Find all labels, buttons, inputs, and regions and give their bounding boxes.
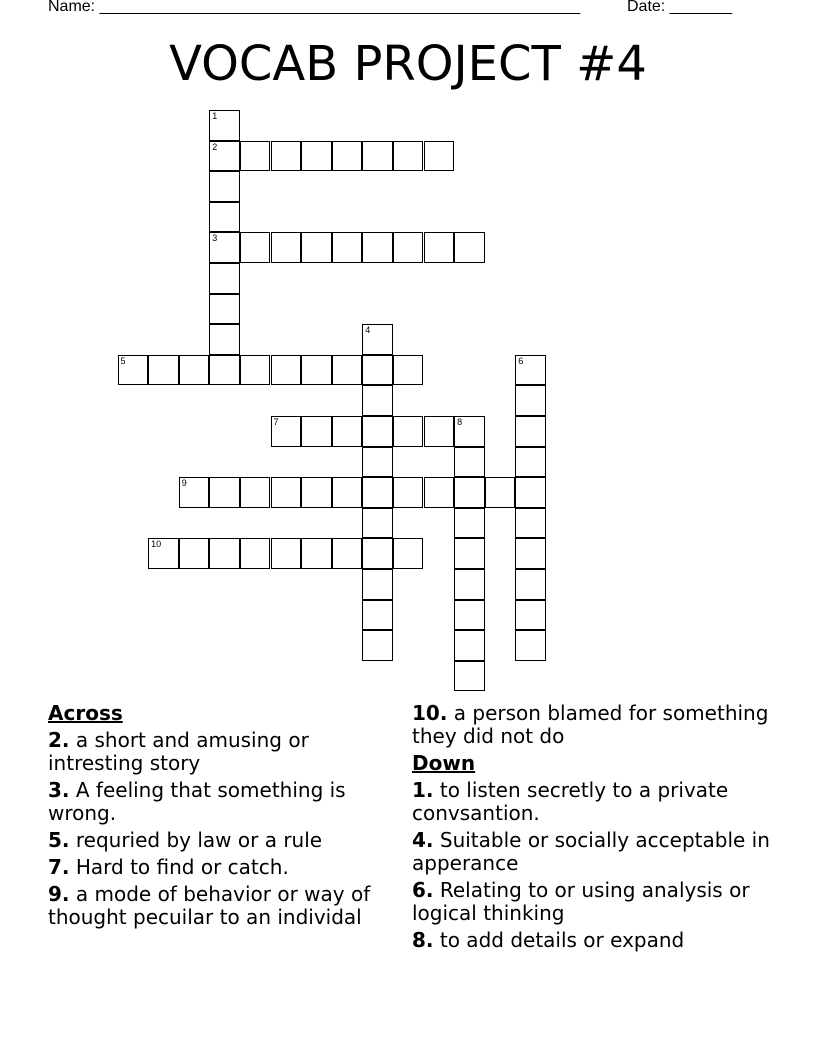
crossword-cell[interactable] — [271, 416, 302, 447]
crossword-cell[interactable] — [209, 263, 240, 294]
clue-text: Relating to or using analysis or logical thinking — [412, 878, 750, 925]
crossword-cell[interactable] — [362, 141, 393, 172]
crossword-cell[interactable] — [362, 355, 393, 386]
crossword-cell[interactable] — [301, 416, 332, 447]
cell-number: 4 — [365, 325, 371, 336]
crossword-cell[interactable] — [515, 508, 546, 539]
crossword-cell[interactable] — [362, 416, 393, 447]
crossword-cell[interactable] — [454, 477, 485, 508]
crossword-cell[interactable] — [515, 630, 546, 661]
clue-number: 4. — [412, 828, 434, 852]
clue-across-10 — [412, 702, 782, 748]
clue-number: 5. — [48, 828, 70, 852]
crossword-cell[interactable] — [209, 538, 240, 569]
crossword-cell[interactable] — [454, 416, 485, 447]
crossword-cell[interactable] — [332, 141, 363, 172]
crossword-cell[interactable] — [424, 477, 455, 508]
clue-text: to add details or expand — [439, 928, 685, 952]
crossword-cell[interactable] — [240, 355, 271, 386]
crossword-cell[interactable] — [454, 661, 485, 692]
crossword-cell[interactable] — [301, 477, 332, 508]
clue-number: 8. — [412, 928, 434, 952]
crossword-cell[interactable] — [362, 508, 393, 539]
crossword-cell[interactable] — [454, 569, 485, 600]
clue-across-5 — [48, 829, 383, 852]
date-field-label: Date: _______ — [627, 0, 732, 15]
clues-column-right — [412, 702, 782, 956]
crossword-cell[interactable] — [209, 141, 240, 172]
crossword-cell[interactable] — [362, 447, 393, 478]
crossword-cell[interactable] — [362, 569, 393, 600]
crossword-cell[interactable] — [362, 477, 393, 508]
cell-number: 8 — [457, 417, 463, 427]
crossword-cell[interactable] — [240, 141, 271, 172]
crossword-cell[interactable] — [271, 477, 302, 508]
clue-down-6 — [412, 879, 782, 925]
crossword-cell[interactable] — [179, 477, 210, 508]
clue-text: a mode of behavior or way of thought pecuilar to an individal — [48, 882, 371, 929]
crossword-cell[interactable] — [240, 538, 271, 569]
clue-across-3 — [48, 779, 383, 825]
crossword-cell[interactable] — [454, 447, 485, 478]
clue-number: 3. — [48, 778, 70, 802]
clue-text: to listen secretly to a private convsantion. — [412, 778, 729, 825]
crossword-cell[interactable] — [454, 232, 485, 263]
clue-text: a person blamed for something they did not do — [412, 701, 769, 748]
crossword-cell[interactable] — [424, 416, 455, 447]
crossword-cell[interactable] — [515, 569, 546, 600]
cell-number: 10 — [151, 539, 162, 550]
clue-number: 2. — [48, 728, 70, 752]
crossword-cell[interactable] — [118, 355, 149, 386]
clue-number: 6. — [412, 878, 434, 902]
cell-number: 7 — [273, 417, 279, 427]
cell-number: 5 — [120, 355, 126, 366]
cell-number: 3 — [212, 233, 218, 244]
crossword-cell[interactable] — [393, 538, 424, 569]
clue-across-9 — [48, 883, 383, 929]
crossword-cell[interactable] — [209, 294, 240, 325]
crossword-cell[interactable] — [179, 355, 210, 386]
cell-number: 1 — [212, 111, 218, 121]
clue-down-8 — [412, 929, 782, 952]
crossword-cell[interactable] — [209, 171, 240, 202]
crossword-cell[interactable] — [454, 630, 485, 661]
crossword-cell[interactable] — [209, 355, 240, 386]
crossword-cell[interactable] — [240, 232, 271, 263]
crossword-cell[interactable] — [362, 232, 393, 263]
down-heading: Down — [412, 751, 476, 775]
crossword-cell[interactable] — [240, 477, 271, 508]
cell-number: 9 — [181, 478, 187, 489]
clue-number: 7. — [48, 855, 70, 879]
clues-column-left — [48, 702, 383, 933]
crossword-cell[interactable] — [271, 141, 302, 172]
crossword-cell[interactable] — [515, 538, 546, 569]
crossword-cell[interactable] — [209, 110, 240, 141]
crossword-cell[interactable] — [148, 538, 179, 569]
crossword-cell[interactable] — [393, 477, 424, 508]
crossword-cell[interactable] — [515, 385, 546, 416]
crossword-cell[interactable] — [515, 447, 546, 478]
crossword-cell[interactable] — [424, 141, 455, 172]
page-title: VOCAB PROJECT #4 — [169, 36, 647, 92]
crossword-cell[interactable] — [271, 232, 302, 263]
crossword-cell[interactable] — [515, 600, 546, 631]
crossword-cell[interactable] — [454, 600, 485, 631]
crossword-cell[interactable] — [271, 355, 302, 386]
crossword-cell[interactable] — [393, 141, 424, 172]
clue-text: a short and amusing or intresting story — [48, 728, 309, 775]
crossword-cell[interactable] — [424, 232, 455, 263]
crossword-cell[interactable] — [362, 630, 393, 661]
crossword-cell[interactable] — [271, 538, 302, 569]
crossword-cell[interactable] — [362, 385, 393, 416]
crossword-cell[interactable] — [454, 538, 485, 569]
crossword-cell[interactable] — [393, 355, 424, 386]
crossword-cell[interactable] — [209, 324, 240, 355]
crossword-cell[interactable] — [332, 538, 363, 569]
crossword-cell[interactable] — [301, 355, 332, 386]
crossword-cell[interactable] — [393, 416, 424, 447]
clue-number: 9. — [48, 882, 70, 906]
crossword-cell[interactable] — [332, 416, 363, 447]
across-heading: Across — [48, 701, 123, 725]
clue-down-4 — [412, 829, 782, 875]
crossword-cell[interactable] — [332, 232, 363, 263]
crossword-cell[interactable] — [393, 232, 424, 263]
crossword-cell[interactable] — [515, 416, 546, 447]
crossword-cell[interactable] — [454, 508, 485, 539]
crossword-cell[interactable] — [362, 600, 393, 631]
clue-across-2 — [48, 729, 383, 775]
clue-text: Hard to find or catch. — [75, 855, 289, 879]
crossword-cell[interactable] — [301, 232, 332, 263]
clue-text: requried by law or a rule — [75, 828, 323, 852]
crossword-cell[interactable] — [209, 477, 240, 508]
crossword-cell[interactable] — [301, 141, 332, 172]
crossword-cell[interactable] — [179, 538, 210, 569]
crossword-cell[interactable] — [301, 538, 332, 569]
clue-down-1 — [412, 779, 782, 825]
clue-across-7 — [48, 856, 383, 879]
crossword-cell[interactable] — [148, 355, 179, 386]
name-field-label: Name: ______________________________________________________ — [48, 0, 581, 15]
clue-number: 1. — [412, 778, 434, 802]
crossword-cell[interactable] — [332, 355, 363, 386]
crossword-cell[interactable] — [515, 355, 546, 386]
crossword-cell[interactable] — [485, 477, 516, 508]
crossword-cell[interactable] — [515, 477, 546, 508]
crossword-cell[interactable] — [332, 477, 363, 508]
crossword-cell[interactable] — [362, 538, 393, 569]
clue-number: 10. — [412, 701, 448, 725]
crossword-cell[interactable] — [209, 202, 240, 233]
clue-text: A feeling that something is wrong. — [48, 778, 346, 825]
crossword-cell[interactable] — [209, 232, 240, 263]
clue-text: Suitable or socially acceptable in apperance — [412, 828, 770, 875]
crossword-cell[interactable] — [362, 324, 393, 355]
cell-number: 2 — [212, 141, 218, 152]
cell-number: 6 — [518, 355, 524, 366]
